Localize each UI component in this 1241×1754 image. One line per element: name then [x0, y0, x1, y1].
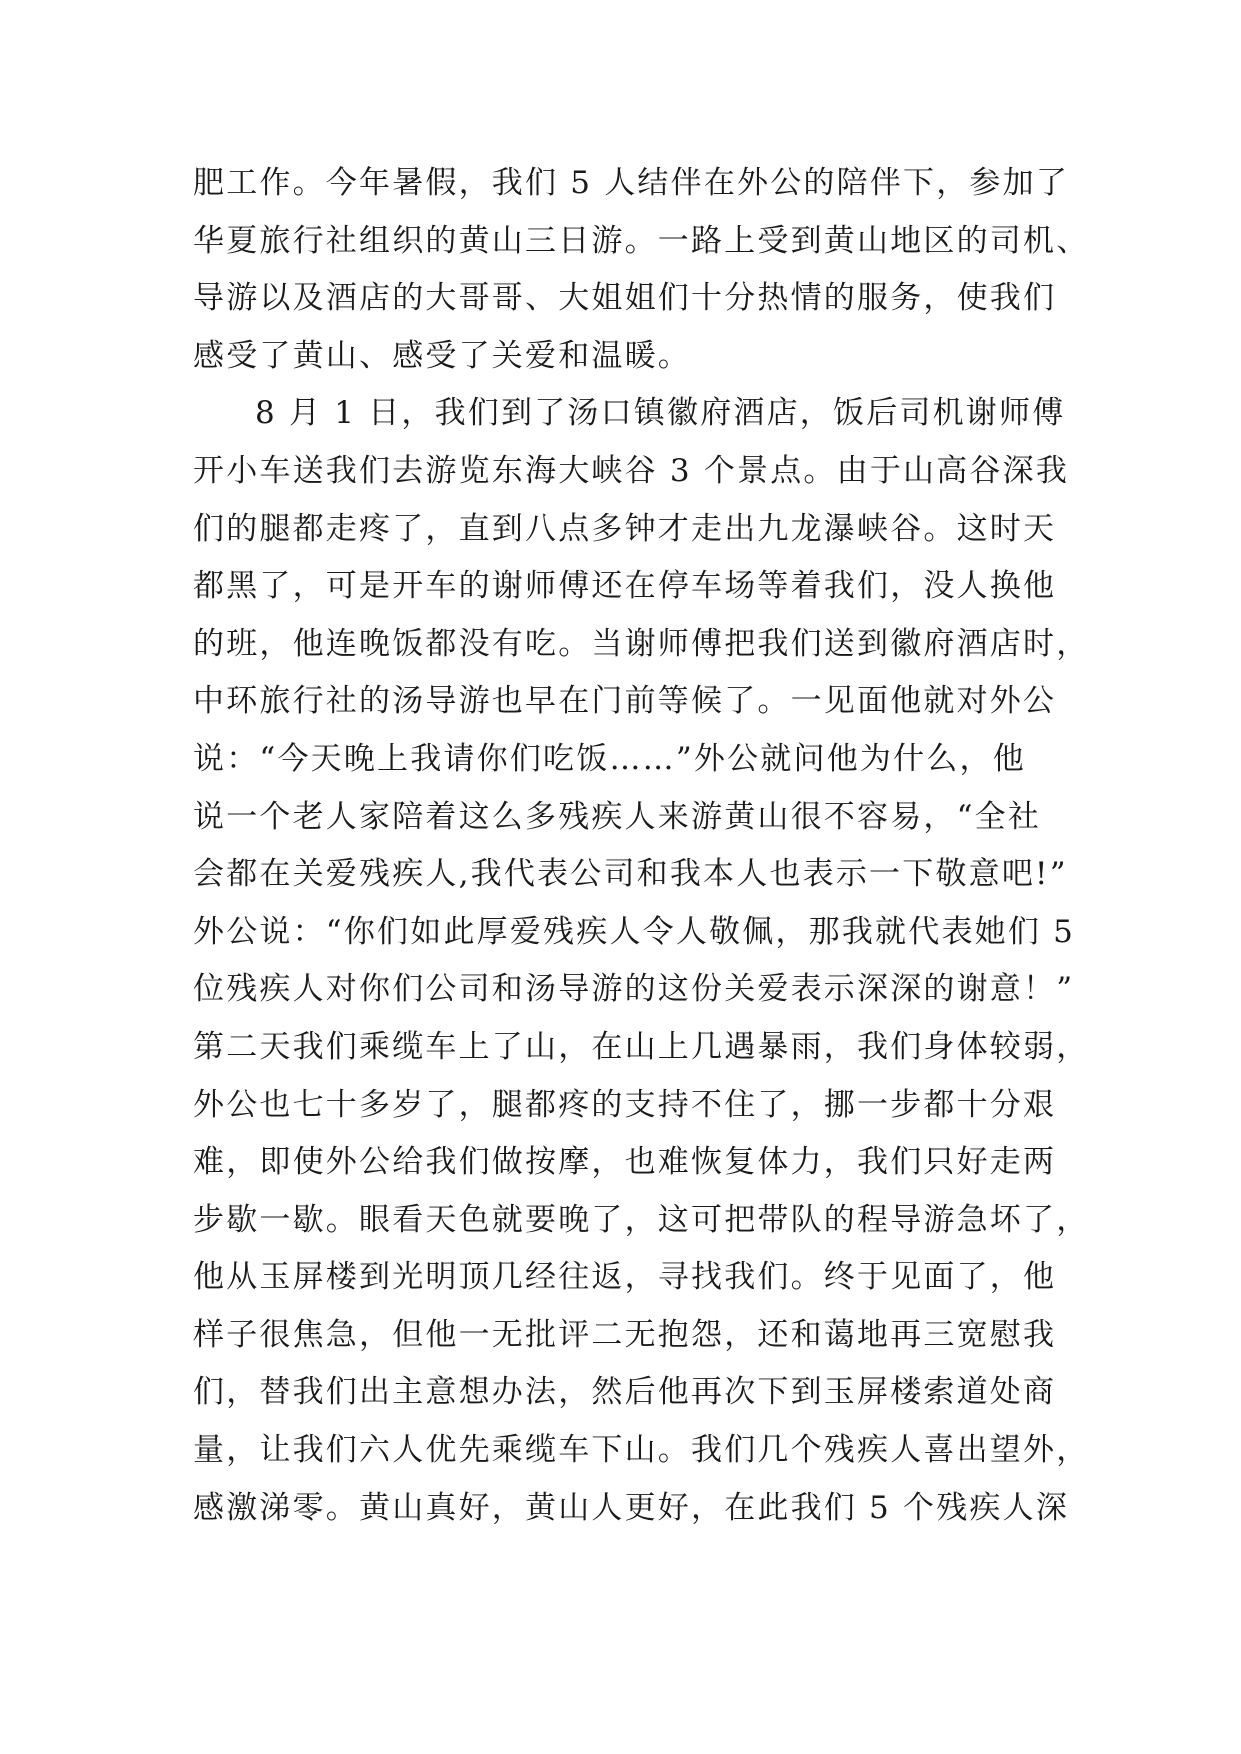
text-line: 们，替我们出主意想办法，然后他再次下到玉屏楼索道处商	[193, 1374, 1057, 1411]
paragraph-first-line: 8 月 1 日，我们到了汤口镇徽府酒店，饭后司机谢师傅	[255, 395, 1066, 432]
text-line: 外公也七十多岁了，腿都疼的支持不住了，挪一步都十分艰	[193, 1086, 1057, 1123]
text-line: 他从玉屏楼到光明顶几经往返，寻找我们。终于见面了，他	[193, 1259, 1057, 1296]
text-line: 们的腿都走疼了，直到八点多钟才走出九龙瀑峡谷。这时天	[193, 510, 1057, 547]
text-line: 感激涕零。黄山真好，黄山人更好，在此我们 5 个残疾人深	[193, 1489, 1070, 1526]
text-line: 说一个老人家陪着这么多残疾人来游黄山很不容易，“全社	[193, 798, 1042, 835]
text-line: 说：“今天晚上我请你们吃饭……”外公就问他为什么，他	[193, 740, 1026, 777]
text-line: 会都在关爱残疾人,我代表公司和我本人也表示一下敬意吧!”	[193, 856, 1068, 893]
text-line: 样子很焦急，但他一无批评二无抱怨，还和蔼地再三宽慰我	[193, 1316, 1057, 1353]
text-line: 感受了黄山、感受了关爱和温暖。	[193, 337, 691, 374]
body-text	[193, 155, 1090, 1537]
text-line: 肥工作。今年暑假，我们 5 人结伴在外公的陪伴下，参加了	[193, 165, 1070, 201]
text-line: 外公说：“你们如此厚爱残疾人令人敬佩，那我就代表她们 5	[193, 913, 1076, 950]
text-line: 开小车送我们去游览东海大峡谷 3 个景点。由于山高谷深我	[193, 452, 1070, 489]
text-line: 第二天我们乘缆车上了山，在山上几遇暴雨，我们身体较弱，	[193, 1028, 1090, 1065]
text-line: 华夏旅行社组织的黄山三日游。一路上受到黄山地区的司机、	[193, 222, 1090, 259]
text-line: 的班，他连晚饭都没有吃。当谢师傅把我们送到徽府酒店时，	[193, 625, 1090, 662]
text-line: 难，即使外公给我们做按摩，也难恢复体力，我们只好走两	[193, 1144, 1057, 1181]
text-line: 中环旅行社的汤导游也早在门前等候了。一见面他就对外公	[193, 683, 1057, 720]
text-line: 步歇一歇。眼看天色就要晚了，这可把带队的程导游急坏了，	[193, 1201, 1090, 1238]
text-line: 都黑了，可是开车的谢师傅还在停车场等着我们，没人换他	[193, 568, 1057, 605]
text-line: 导游以及酒店的大哥哥、大姐姐们十分热情的服务，使我们	[193, 280, 1057, 317]
text-line: 位残疾人对你们公司和汤导游的这份关爱表示深深的谢意！”	[193, 971, 1075, 1008]
text-line: 量，让我们六人优先乘缆车下山。我们几个残疾人喜出望外，	[193, 1432, 1090, 1469]
